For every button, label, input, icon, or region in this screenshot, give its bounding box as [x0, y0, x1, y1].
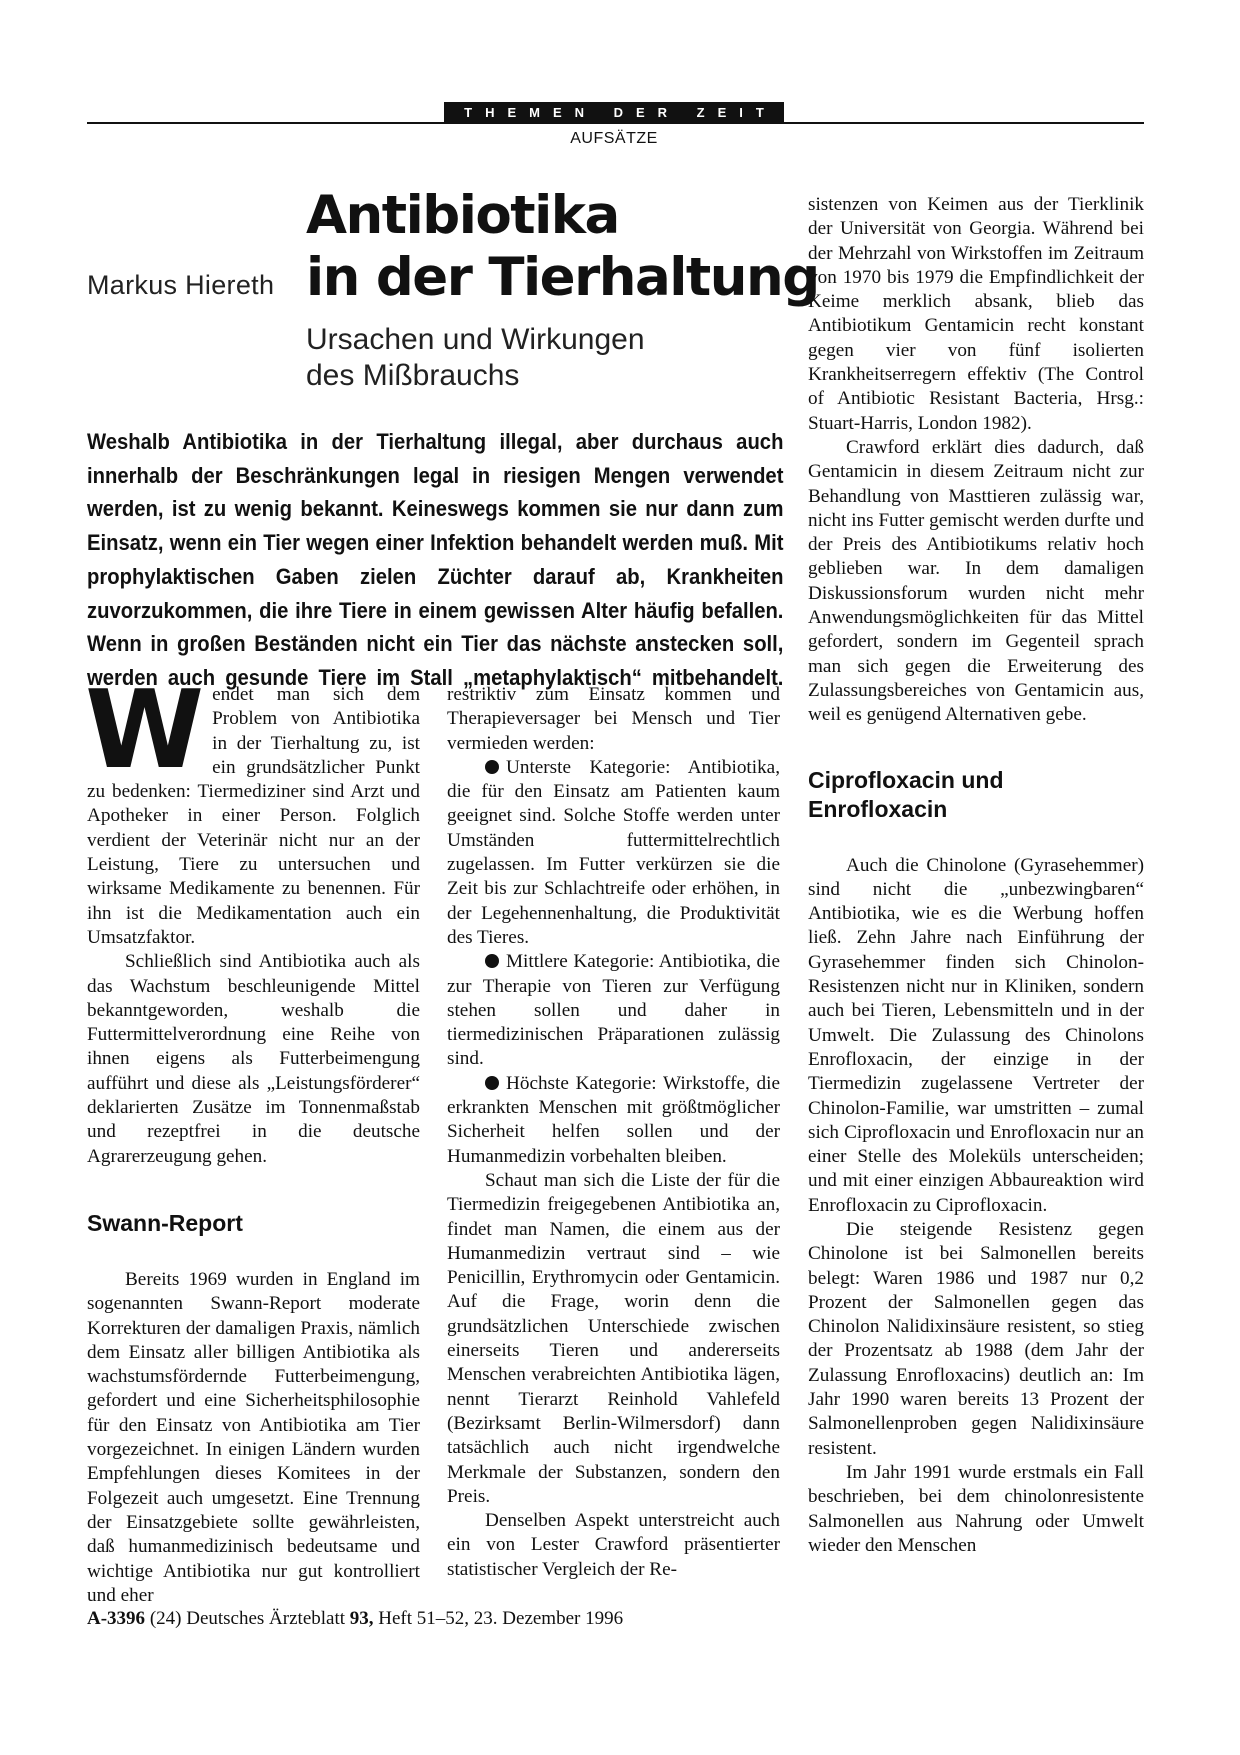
page-footer	[87, 1608, 623, 1630]
col2-paragraph-3: Denselben Aspekt unterstreicht auch ein von Lester Crawford präsentierter statistischer Vergleich der Re-	[447, 1510, 780, 1580]
col3-paragraph-3: Auch die Chinolone (Gyrasehemmer) sind nicht die „unbezwingbaren“ Antibiotika, wie es die Werbung hoffen ließ. Zehn Jahre nach Einführung der Gyrasehemmer finden sich Chinolon-Resistenzen nicht nur in Kliniken, sondern auch bei Tieren, Lebensmitteln und in der Umwelt. Die Zulassung des Chinolons Enrofloxacin, der einzige in der Tiermedizin zugelassene Vertreter der Chinolon-Familie, war umstritten – zumal sich Ciprofloxacin und Enrofloxacin nur an einer Stelle des Moleküls unterscheiden; und mit einer einzigen Abbaureaktion wird Enrofloxacin zu Ciprofloxacin.	[808, 854, 1144, 1216]
bullet-icon	[485, 954, 499, 968]
col3-paragraph-5: Im Jahr 1991 wurde erstmals ein Fall beschrieben, bei dem chinolonresistente Salmonellen aus Nahrung oder Umwelt wieder den Menschen	[808, 1461, 1144, 1556]
list-item	[447, 1072, 780, 1169]
col2-paragraph-1: restriktiv zum Einsatz kommen und Therapieversager bei Mensch und Tier vermieden werden:	[447, 684, 780, 754]
page-code: A-3396	[87, 1608, 146, 1629]
heading-swann-report: Swann-Report	[87, 1209, 243, 1236]
article-title	[306, 185, 819, 309]
heading-line-1: Ciprofloxacin und	[808, 766, 1004, 793]
drop-cap: W	[85, 668, 205, 793]
col3-paragraph-1: sistenzen von Keimen aus der Tierklinik der Universität von Georgia. Während bei der Mehrzahl von Wirkstoffen im Zeitraum von 1970 bis 1979 die Empfindlichkeit der Keime merklich absank, blieb das Antibiotikum Gentamicin recht konstant gegen vier von fünf isolierten Krankheitserregern effektiv (The Control of Antibiotic Resistant Bacteria, Hrsg.: Stuart-Harris, London 1982).	[808, 194, 1144, 434]
journal-volume: 93,	[349, 1608, 374, 1629]
subtitle-line-1: Ursachen und Wirkungen	[306, 323, 645, 356]
col3-paragraph-4: Die steigende Resistenz gegen Chinolone ist bei Salmonellen bereits belegt: Waren 1986 und 1987 nur 0,2 Prozent der Salmonellen gegen das Chinolon Nalidixinsäure resistent, so stieg der Prozentsatz ab 1988 (dem Jahr der Zulassung Enrofloxacins) deutlich an: Im Jahr 1990 waren bereits 13 Prozent der Salmonellenproben gegen Nalidixinsäure resistent.	[808, 1218, 1144, 1459]
bullet-icon	[485, 760, 499, 774]
column-3	[808, 193, 1144, 1558]
journal-name: (24) Deutsches Ärzteblatt	[149, 1608, 346, 1629]
section-category: AUFSÄTZE	[570, 130, 658, 147]
col2-paragraph-2: Schaut man sich die Liste der für die Tiermedizin freigegebenen Antibiotika an, findet man Namen, die einem aus der Humanmedizin vertraut sind – wie Penicillin, Erythromycin oder Gentamicin. Auf die Frage, worin denn die grundsätzlichen Unterschiede zwischen einerseits Tieren und andererseits Menschen verabreichten Antibiotika lägen, nennt Tierarzt Reinhold Vahlefeld (Bezirksamt Berlin-Wilmersdorf) dann tatsächlich auch nicht irgendwelche Merkmale der Substanzen, sondern den Preis.	[447, 1169, 780, 1507]
col1-paragraph-1	[85, 668, 420, 950]
list-item	[447, 756, 780, 950]
column-1	[85, 668, 420, 1608]
col3-paragraph-2: Crawford erklärt dies dadurch, daß Gentamicin in diesem Zeitraum nicht zur Behandlung von Masttieren zulässig war, nicht ins Futter gemischt werden durfte und der Preis des Antibiotikums relativ hoch geblieben war. In dem damaligen Diskussionsforum wurden nicht mehr Anwendungsmöglichkeiten für das Mittel gefordert, sondern im Gegenteil sprach man sich gegen die Erweiterung des Zulassungsbereiches von Gentamicin aus, weil es genügend Alternativen gebe.	[808, 436, 1144, 726]
subtitle-line-2: des Mißbrauchs	[306, 359, 520, 392]
journal-issue: Heft 51–52, 23. Dezember 1996	[378, 1608, 624, 1629]
bullet-icon	[485, 1076, 499, 1090]
heading-line-2: Enrofloxacin	[808, 795, 948, 822]
author-name: Markus Hiereth	[87, 270, 275, 300]
col1-paragraph-3: Bereits 1969 wurden in England im sogenannten Swann-Report moderate Korrekturen der damaligen Praxis, nämlich dem Einsatz aller billigen Antibiotika als wachstumsfördernde Futterbeimengung, gefordert und eine Sicherheitsphilosophie für den Einsatz von Antibiotika am Tier vorgezeichnet. In einigen Ländern wurden Empfehlungen dieses Komitees in der Folgezeit auch umgesetzt. Eine Trennung der Einsatzgebiete sollte gewährleisten, daß humanmedizinisch bedeutsame und wichtige Antibiotika nur gut kontrolliert und eher	[87, 1268, 420, 1606]
col1-paragraph-1-text: endet man sich dem Problem von Antibiotika in der Tierhaltung zu, ist ein grundsätzlicher Punkt zu bedenken: Tiermediziner sind Arzt und Apotheker in einer Person. Folglich verdient der Veterinär nicht nur an der Leistung, Tiere zu untersuchen und wirksame Medikamente zu benennen. Für ihn ist die Medikamentation auch ein Umsatzfaktor.	[87, 684, 420, 948]
list-item-text: Mittlere Kategorie: Antibiotika, die zur Therapie von Tieren zur Verfügung stehen sollen und daher in tiermedizinischen Präparationen zulässig sind.	[447, 951, 780, 1070]
title-line-1: Antibiotika	[306, 185, 619, 246]
lead-paragraph: Weshalb Antibiotika in der Tierhaltung illegal, aber durchaus auch innerhalb der Beschränkungen legal in riesigen Mengen verwendet werden, ist zu wenig bekannt. Keineswegs kommen sie nur dann zum Einsatz, wenn ein Tier wegen einer Infektion behandelt werden muß. Mit prophylaktischen Gaben zielen Züchter darauf ab, Krankheiten zuvorzukommen, die ihre Tiere in einem gewissen Alter häufig befallen. Wenn in großen Beständen nicht ein Tier das nächste anstecken soll, werden auch gesunde Tiere im Stall „metaphylaktisch“ mitbehandelt.	[87, 429, 784, 690]
heading-ciprofloxacin	[808, 766, 1144, 824]
list-item-text: Unterste Kategorie: Antibiotika, die für den Einsatz am Patienten kaum geeignet sind. Solche Stoffe werden unter Umständen futtermittelrechtlich zugelassen. Im Futter verkürzen sie die Zeit bis zur Schlachtreife oder erhöhen, in der Legehennenhaltung, die Produktivität des Tieres.	[447, 756, 780, 948]
article-subtitle	[306, 322, 645, 394]
col1-paragraph-2: Schließlich sind Antibiotika auch als das Wachstum beschleunigende Mittel bekanntgeworden, weshalb die Futtermittelverordnung eine Reihe von ihnen eigens als Futterbeimengung aufführt und diese als „Leistungsförderer“ deklarierten Zusätze im Tonnenmaßstab und rezeptfrei in die deutsche Agrarerzeugung gehen.	[87, 951, 420, 1167]
list-item-text: Höchste Kategorie: Wirkstoffe, die erkrankten Menschen mit größtmöglicher Sicherheit helfen sollen und der Humanmedizin vorbehalten bleiben.	[447, 1072, 780, 1167]
list-item	[447, 950, 780, 1071]
title-line-2: in der Tierhaltung	[306, 247, 819, 308]
section-banner: THEMEN DER ZEIT	[444, 102, 784, 123]
column-2	[447, 683, 780, 1582]
